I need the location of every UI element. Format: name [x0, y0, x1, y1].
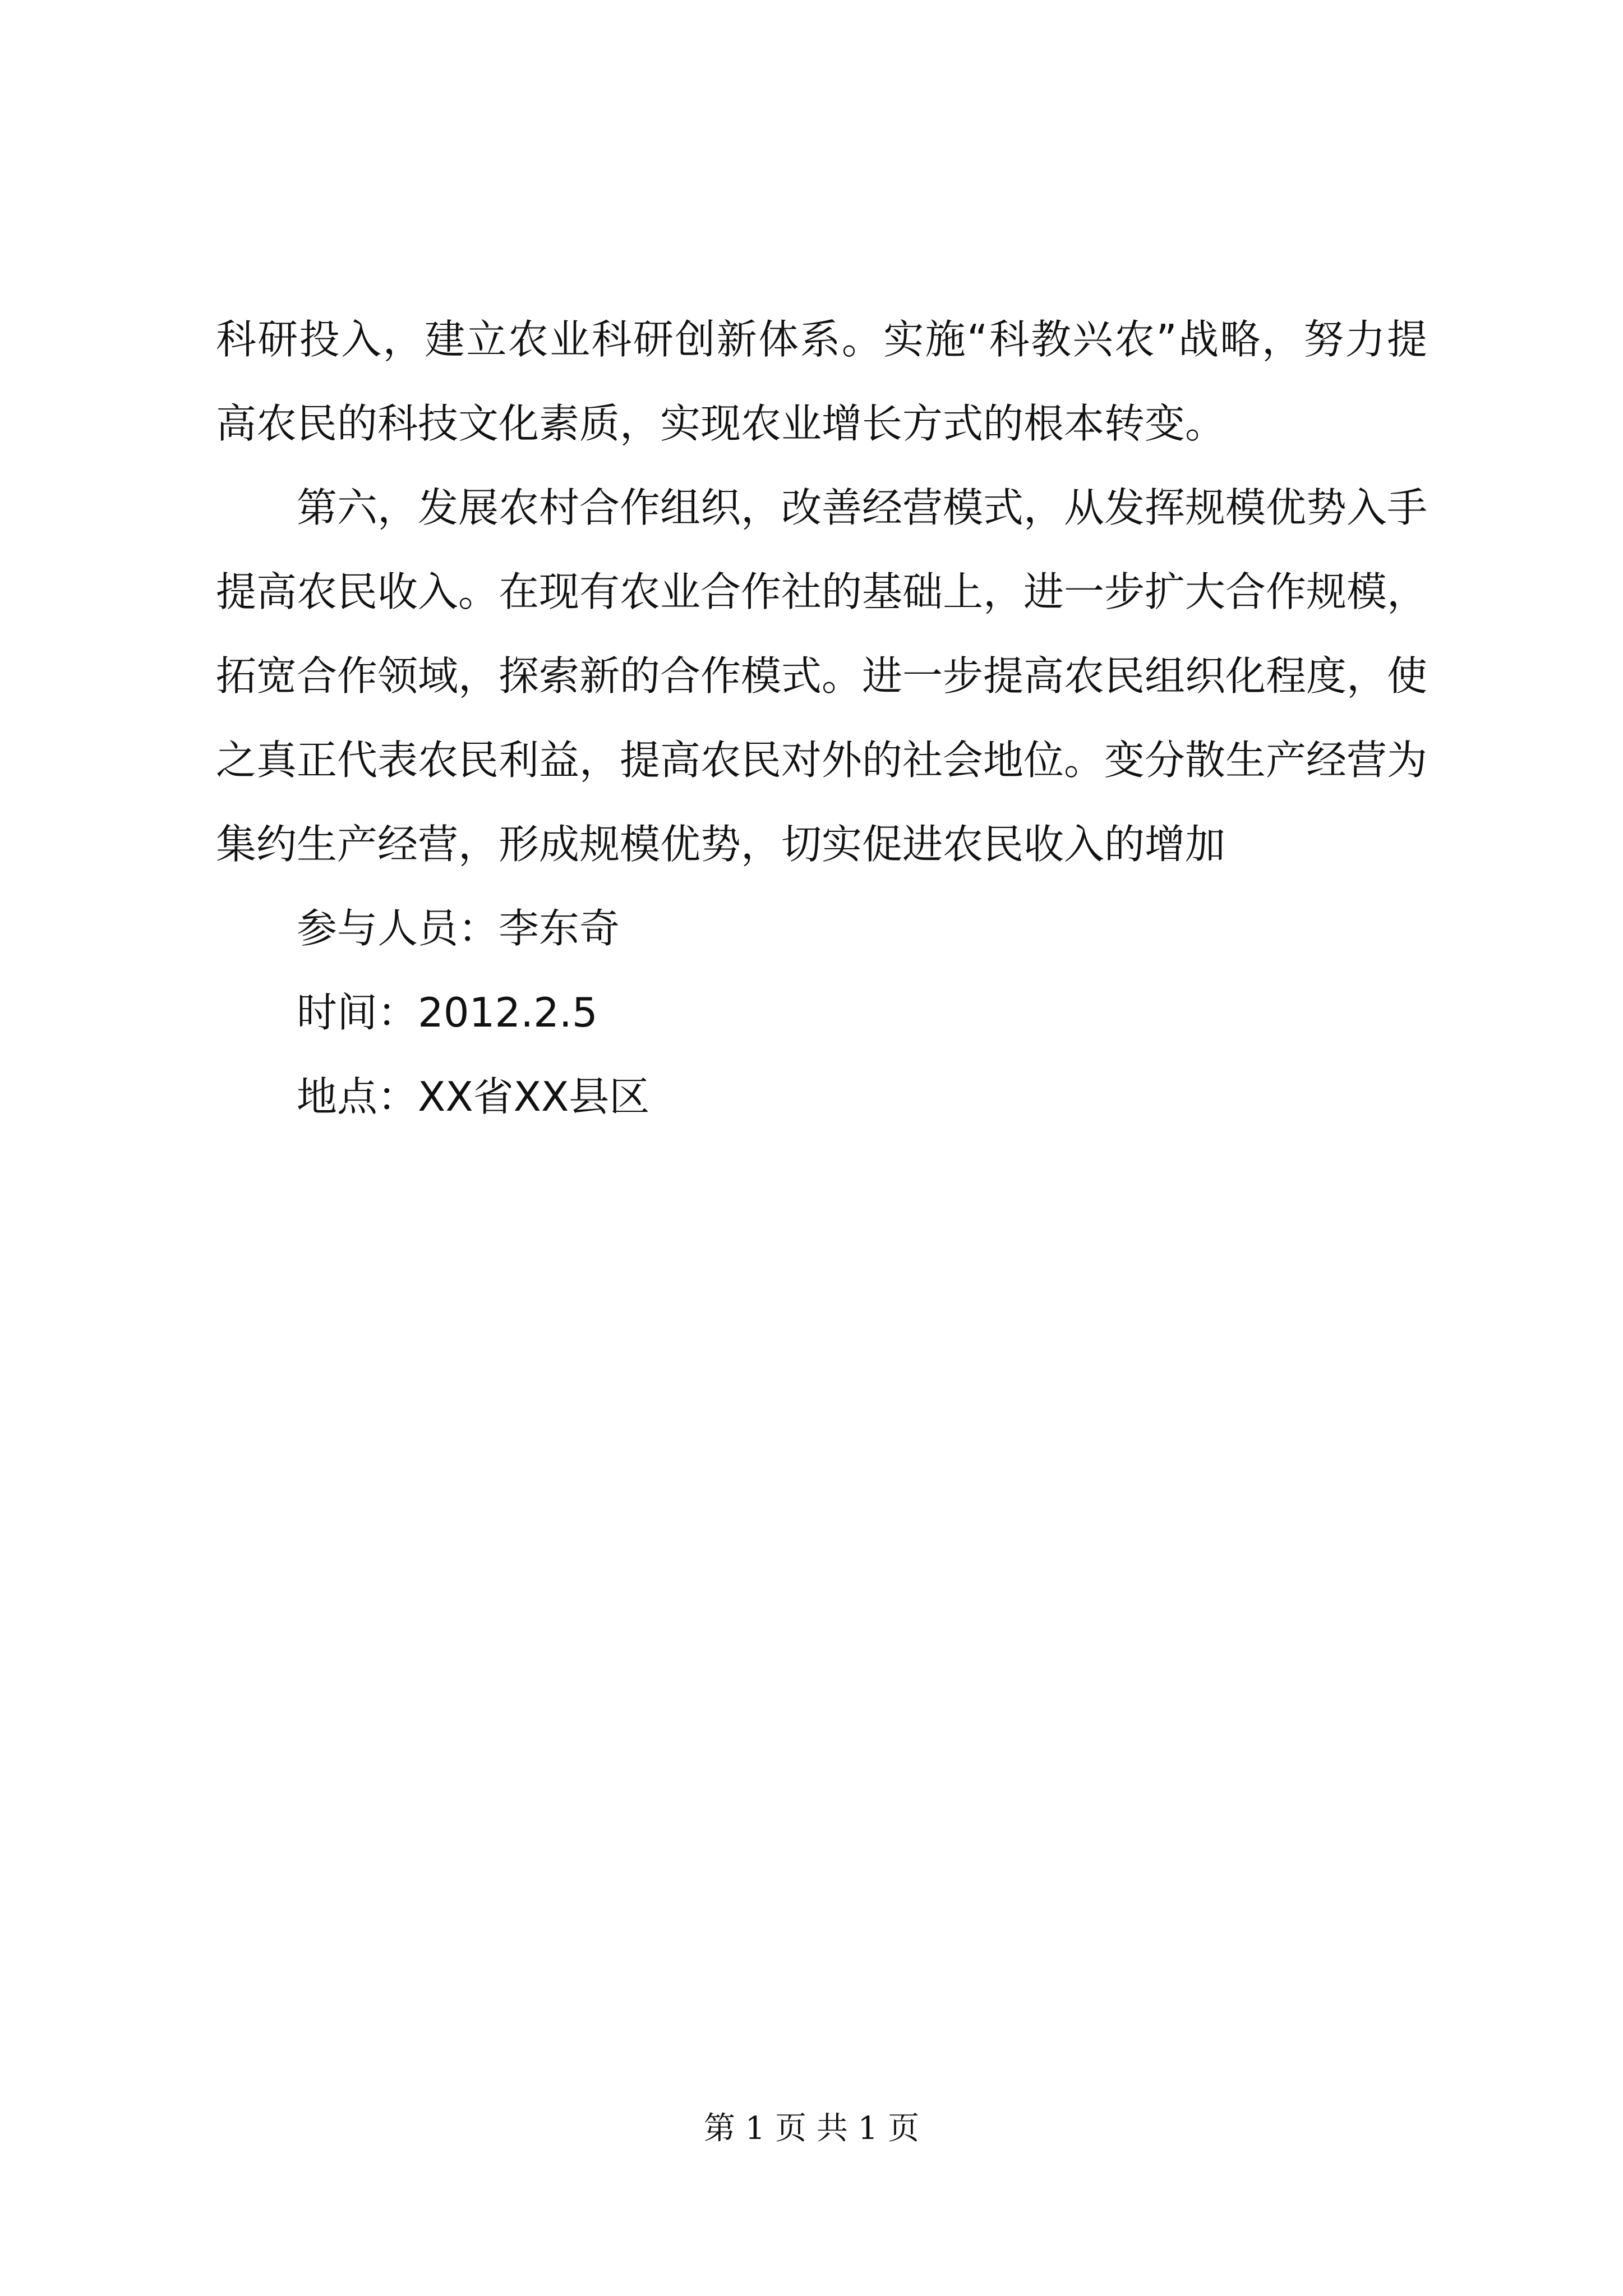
- location-line: 地点：XX省XX县区: [297, 1073, 650, 1120]
- participants-line: 参与人员：李东奇: [297, 905, 620, 952]
- paragraph-sixth-measure: 第六，发展农村合作组织，改善经营模式，从发挥规模优势入手提高农民收入。在现有农业合作社的基础上，进一步扩大合作规模，拓宽合作领域，探索新的合作模式。进一步提高农民组织化程度，使之真正代表农民利益，提高农民对外的社会地位。变分散生产经营为集约生产经营，形成规模优势，切实促进农民收入的增加: [216, 484, 1428, 868]
- document-body: [216, 297, 1427, 1139]
- paragraph-continuation: 科研投入，建立农业科研创新体系。实施“科教兴农”战略，努力提高农民的科技文化素质，实现农业增长方式的根本转变。: [216, 316, 1427, 447]
- date-line: 时间：2012.2.5: [297, 989, 598, 1036]
- page-number-footer: 第 1 页 共 1 页: [703, 2110, 920, 2147]
